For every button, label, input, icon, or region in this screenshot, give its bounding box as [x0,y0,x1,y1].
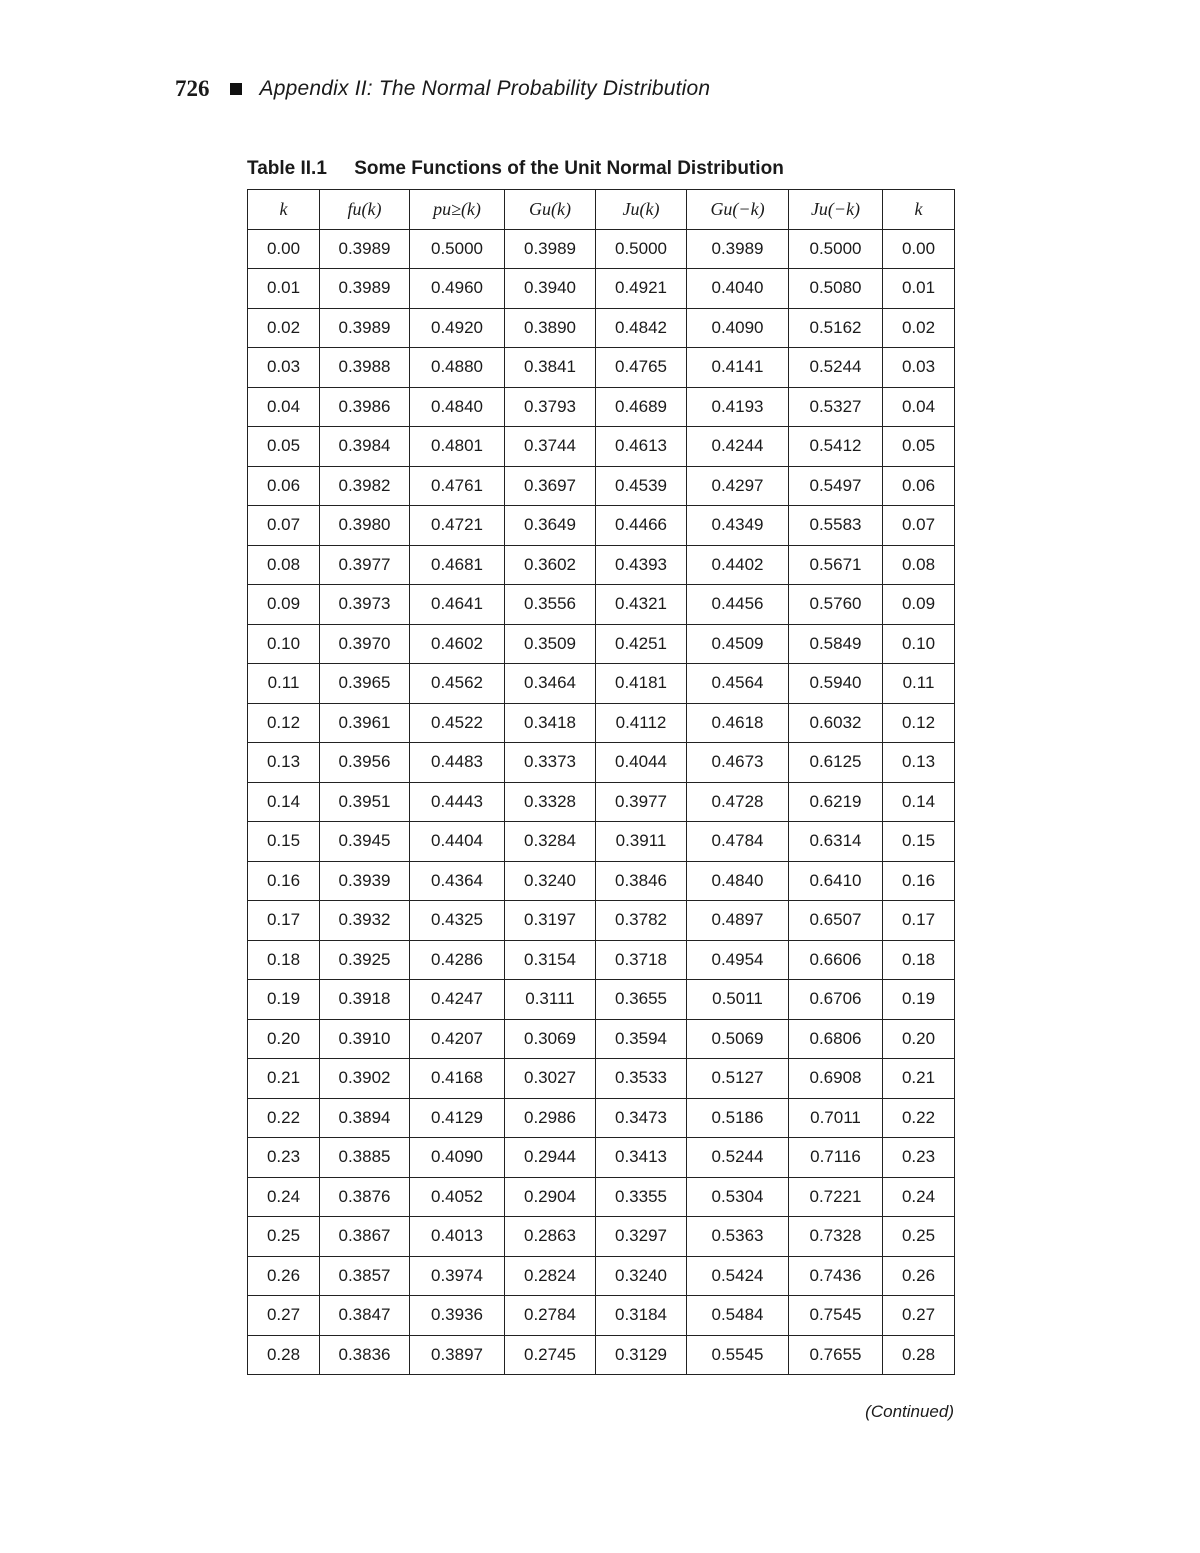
table-row [248,901,955,941]
table-cell: 0.03 [248,348,320,388]
table-cell: 0.3841 [505,348,596,388]
table-cell: 0.5497 [789,466,883,506]
table-row [248,348,955,388]
table-cell: 0.25 [248,1217,320,1257]
header-ju-k: Ju(k) [596,190,687,230]
table-cell: 0.3973 [320,585,410,625]
table-cell: 0.13 [883,743,955,783]
table-cell: 0.2944 [505,1138,596,1178]
table-cell: 0.4689 [596,387,687,427]
table-row [248,624,955,664]
table-cell: 0.4613 [596,427,687,467]
table-cell: 0.3890 [505,308,596,348]
table-cell: 0.07 [883,506,955,546]
table-cell: 0.4244 [687,427,789,467]
table-cell: 0.4364 [410,861,505,901]
normal-distribution-table [247,189,955,1375]
table-cell: 0.5412 [789,427,883,467]
table-cell: 0.4404 [410,822,505,862]
table-cell: 0.3940 [505,269,596,309]
table-cell: 0.3184 [596,1296,687,1336]
header-k-right: k [883,190,955,230]
table-caption [247,158,784,180]
table-cell: 0.3961 [320,703,410,743]
table-cell: 0.03 [883,348,955,388]
table-cell: 0.4954 [687,940,789,980]
table-cell: 0.3894 [320,1098,410,1138]
table-cell: 0.4681 [410,545,505,585]
table-cell: 0.4466 [596,506,687,546]
table-row [248,664,955,704]
table-cell: 0.27 [883,1296,955,1336]
table-row [248,427,955,467]
table-cell: 0.7436 [789,1256,883,1296]
table-cell: 0.22 [883,1098,955,1138]
table-cell: 0.24 [883,1177,955,1217]
table-cell: 0.09 [883,585,955,625]
table-cell: 0.3556 [505,585,596,625]
table-cell: 0.5186 [687,1098,789,1138]
table-cell: 0.3902 [320,1059,410,1099]
table-cell: 0.14 [248,782,320,822]
table-cell: 0.2863 [505,1217,596,1257]
table-row [248,822,955,862]
table-row [248,466,955,506]
table-row [248,861,955,901]
table-cell: 0.4562 [410,664,505,704]
table-cell: 0.4251 [596,624,687,664]
table-cell: 0.4112 [596,703,687,743]
table-cell: 0.20 [883,1019,955,1059]
table-row [248,229,955,269]
table-cell: 0.24 [248,1177,320,1217]
table-cell: 0.3977 [596,782,687,822]
table-cell: 0.4349 [687,506,789,546]
table-cell: 0.4801 [410,427,505,467]
table-cell: 0.4765 [596,348,687,388]
table-cell: 0.01 [883,269,955,309]
table-cell: 0.5849 [789,624,883,664]
table-cell: 0.14 [883,782,955,822]
table-cell: 0.3649 [505,506,596,546]
table-cell: 0.4044 [596,743,687,783]
table-cell: 0.4564 [687,664,789,704]
table-cell: 0.3240 [596,1256,687,1296]
header-fu-k: fu(k) [320,190,410,230]
table-cell: 0.4539 [596,466,687,506]
table-cell: 0.4920 [410,308,505,348]
header-ju-neg-k: Ju(−k) [789,190,883,230]
table-cell: 0.19 [883,980,955,1020]
table-cell: 0.3936 [410,1296,505,1336]
table-cell: 0.2784 [505,1296,596,1336]
running-head-title: Appendix II: The Normal Probability Distribution [259,77,711,100]
table-cell: 0.3413 [596,1138,687,1178]
table-cell: 0.4141 [687,348,789,388]
table-cell: 0.4297 [687,466,789,506]
table-cell: 0.7655 [789,1335,883,1375]
table-cell: 0.5545 [687,1335,789,1375]
table-cell: 0.4728 [687,782,789,822]
table-cell: 0.11 [248,664,320,704]
table-cell: 0.4602 [410,624,505,664]
table-row [248,1177,955,1217]
table-cell: 0.13 [248,743,320,783]
table-cell: 0.3744 [505,427,596,467]
table-cell: 0.3697 [505,466,596,506]
table-cell: 0.4960 [410,269,505,309]
table-cell: 0.3989 [505,229,596,269]
table-cell: 0.3373 [505,743,596,783]
table-cell: 0.5327 [789,387,883,427]
table-cell: 0.3847 [320,1296,410,1336]
table-cell: 0.17 [248,901,320,941]
table-cell: 0.5671 [789,545,883,585]
table-cell: 0.6410 [789,861,883,901]
table-row [248,585,955,625]
table-row [248,743,955,783]
table-cell: 0.4129 [410,1098,505,1138]
table-cell: 0.3986 [320,387,410,427]
table-cell: 0.4641 [410,585,505,625]
table-cell: 0.3980 [320,506,410,546]
table-cell: 0.3069 [505,1019,596,1059]
table-cell: 0.4840 [687,861,789,901]
table-row [248,1019,955,1059]
table-cell: 0.3464 [505,664,596,704]
table-cell: 0.3782 [596,901,687,941]
table-cell: 0.16 [248,861,320,901]
table-cell: 0.3533 [596,1059,687,1099]
table-cell: 0.5000 [789,229,883,269]
table-cell: 0.4040 [687,269,789,309]
table-cell: 0.4784 [687,822,789,862]
table-cell: 0.3867 [320,1217,410,1257]
table-cell: 0.4921 [596,269,687,309]
table-cell: 0.4456 [687,585,789,625]
table-cell: 0.00 [248,229,320,269]
continued-note: (Continued) [865,1402,954,1421]
table-title: Some Functions of the Unit Normal Distribution [354,158,784,179]
table-row [248,1335,955,1375]
table-cell: 0.3974 [410,1256,505,1296]
table-cell: 0.4090 [410,1138,505,1178]
table-cell: 0.4393 [596,545,687,585]
table-cell: 0.3982 [320,466,410,506]
table-row [248,1217,955,1257]
table-cell: 0.25 [883,1217,955,1257]
table-cell: 0.4840 [410,387,505,427]
table-row [248,940,955,980]
table-body [248,229,955,1375]
table-row [248,269,955,309]
table-row [248,703,955,743]
table-cell: 0.3328 [505,782,596,822]
table-cell: 0.5127 [687,1059,789,1099]
table-cell: 0.4880 [410,348,505,388]
table-cell: 0.07 [248,506,320,546]
table-cell: 0.6606 [789,940,883,980]
table-row [248,506,955,546]
page-number: 726 [175,76,210,101]
table-cell: 0.02 [883,308,955,348]
table-cell: 0.3977 [320,545,410,585]
table-cell: 0.28 [248,1335,320,1375]
table-cell: 0.4522 [410,703,505,743]
table-row [248,545,955,585]
table-cell: 0.4013 [410,1217,505,1257]
table-cell: 0.10 [883,624,955,664]
table-cell: 0.3989 [320,229,410,269]
table-cell: 0.7116 [789,1138,883,1178]
table-cell: 0.4483 [410,743,505,783]
table-cell: 0.5244 [789,348,883,388]
table-row [248,1256,955,1296]
table-cell: 0.5244 [687,1138,789,1178]
table-cell: 0.5583 [789,506,883,546]
table-cell: 0.7221 [789,1177,883,1217]
table-cell: 0.5080 [789,269,883,309]
table-cell: 0.06 [248,466,320,506]
table-cell: 0.6806 [789,1019,883,1059]
table-cell: 0.16 [883,861,955,901]
table-cell: 0.4402 [687,545,789,585]
table-cell: 0.3885 [320,1138,410,1178]
table-cell: 0.5424 [687,1256,789,1296]
table-cell: 0.4761 [410,466,505,506]
table-cell: 0.3297 [596,1217,687,1257]
table-cell: 0.3965 [320,664,410,704]
table-cell: 0.08 [248,545,320,585]
table-cell: 0.09 [248,585,320,625]
table-cell: 0.17 [883,901,955,941]
table-cell: 0.02 [248,308,320,348]
table-cell: 0.27 [248,1296,320,1336]
table-cell: 0.5304 [687,1177,789,1217]
table-cell: 0.5940 [789,664,883,704]
table-cell: 0.08 [883,545,955,585]
table-cell: 0.5162 [789,308,883,348]
header-pu-k: pu≥(k) [410,190,505,230]
table-cell: 0.21 [883,1059,955,1099]
table-cell: 0.6706 [789,980,883,1020]
table-cell: 0.3418 [505,703,596,743]
header-k: k [248,190,320,230]
table-cell: 0.20 [248,1019,320,1059]
table-cell: 0.3284 [505,822,596,862]
table-cell: 0.7328 [789,1217,883,1257]
table-cell: 0.19 [248,980,320,1020]
table-cell: 0.4509 [687,624,789,664]
table-cell: 0.3951 [320,782,410,822]
table-cell: 0.23 [883,1138,955,1178]
table-cell: 0.4321 [596,585,687,625]
table-cell: 0.3939 [320,861,410,901]
table-cell: 0.4286 [410,940,505,980]
table-cell: 0.3602 [505,545,596,585]
table-cell: 0.3857 [320,1256,410,1296]
square-bullet-icon [230,83,242,95]
table-cell: 0.3911 [596,822,687,862]
table-cell: 0.00 [883,229,955,269]
table-row [248,308,955,348]
table-cell: 0.6314 [789,822,883,862]
table-cell: 0.2904 [505,1177,596,1217]
table-cell: 0.05 [248,427,320,467]
header-gu-k: Gu(k) [505,190,596,230]
table-cell: 0.5011 [687,980,789,1020]
table-cell: 0.5000 [596,229,687,269]
table-cell: 0.3984 [320,427,410,467]
table-cell: 0.6032 [789,703,883,743]
table-cell: 0.2986 [505,1098,596,1138]
table-cell: 0.26 [883,1256,955,1296]
table-cell: 0.4181 [596,664,687,704]
table-cell: 0.4443 [410,782,505,822]
table-cell: 0.3355 [596,1177,687,1217]
table-cell: 0.3989 [687,229,789,269]
table-cell: 0.06 [883,466,955,506]
table-row [248,387,955,427]
table-cell: 0.3988 [320,348,410,388]
table-row [248,1296,955,1336]
table-cell: 0.2745 [505,1335,596,1375]
table-cell: 0.18 [883,940,955,980]
table-cell: 0.4618 [687,703,789,743]
table-row [248,1098,955,1138]
table-cell: 0.26 [248,1256,320,1296]
table-cell: 0.5363 [687,1217,789,1257]
table-cell: 0.3956 [320,743,410,783]
table-cell: 0.4247 [410,980,505,1020]
table-cell: 0.4207 [410,1019,505,1059]
table-cell: 0.2824 [505,1256,596,1296]
table-cell: 0.6908 [789,1059,883,1099]
table-cell: 0.3027 [505,1059,596,1099]
table-row [248,782,955,822]
table-cell: 0.7545 [789,1296,883,1336]
table-cell: 0.28 [883,1335,955,1375]
table-cell: 0.21 [248,1059,320,1099]
table-cell: 0.3932 [320,901,410,941]
table-cell: 0.3594 [596,1019,687,1059]
table-cell: 0.3989 [320,269,410,309]
table-cell: 0.3945 [320,822,410,862]
table-row [248,980,955,1020]
table-cell: 0.7011 [789,1098,883,1138]
table-cell: 0.5760 [789,585,883,625]
table-cell: 0.04 [248,387,320,427]
table-cell: 0.01 [248,269,320,309]
table-cell: 0.3918 [320,980,410,1020]
table-header-row [248,190,955,230]
table-cell: 0.18 [248,940,320,980]
table-cell: 0.04 [883,387,955,427]
table-cell: 0.3970 [320,624,410,664]
table-cell: 0.10 [248,624,320,664]
table-cell: 0.3989 [320,308,410,348]
table-cell: 0.5000 [410,229,505,269]
table-cell: 0.3876 [320,1177,410,1217]
table-cell: 0.4193 [687,387,789,427]
table-cell: 0.3925 [320,940,410,980]
table-cell: 0.4842 [596,308,687,348]
table-cell: 0.4721 [410,506,505,546]
table-cell: 0.3836 [320,1335,410,1375]
table-cell: 0.3154 [505,940,596,980]
table-cell: 0.15 [248,822,320,862]
table-cell: 0.3473 [596,1098,687,1138]
table-row [248,1059,955,1099]
header-gu-neg-k: Gu(−k) [687,190,789,230]
table-cell: 0.23 [248,1138,320,1178]
table-cell: 0.15 [883,822,955,862]
running-head [175,76,710,102]
table-cell: 0.4325 [410,901,505,941]
table-cell: 0.3897 [410,1335,505,1375]
table-cell: 0.4090 [687,308,789,348]
table-cell: 0.4673 [687,743,789,783]
table-cell: 0.4052 [410,1177,505,1217]
table-cell: 0.6507 [789,901,883,941]
table-cell: 0.3509 [505,624,596,664]
table-cell: 0.05 [883,427,955,467]
table-cell: 0.5069 [687,1019,789,1059]
table-cell: 0.3655 [596,980,687,1020]
table-cell: 0.3846 [596,861,687,901]
table-cell: 0.6125 [789,743,883,783]
table-cell: 0.3718 [596,940,687,980]
table-cell: 0.12 [248,703,320,743]
table-cell: 0.3129 [596,1335,687,1375]
table-cell: 0.3240 [505,861,596,901]
table-cell: 0.11 [883,664,955,704]
table-cell: 0.3111 [505,980,596,1020]
table-cell: 0.6219 [789,782,883,822]
table-cell: 0.4897 [687,901,789,941]
table-row [248,1138,955,1178]
table-cell: 0.22 [248,1098,320,1138]
table-cell: 0.5484 [687,1296,789,1336]
table-cell: 0.3910 [320,1019,410,1059]
table-cell: 0.4168 [410,1059,505,1099]
table-cell: 0.12 [883,703,955,743]
table-label: Table II.1 [247,158,327,179]
table-cell: 0.3197 [505,901,596,941]
table-cell: 0.3793 [505,387,596,427]
